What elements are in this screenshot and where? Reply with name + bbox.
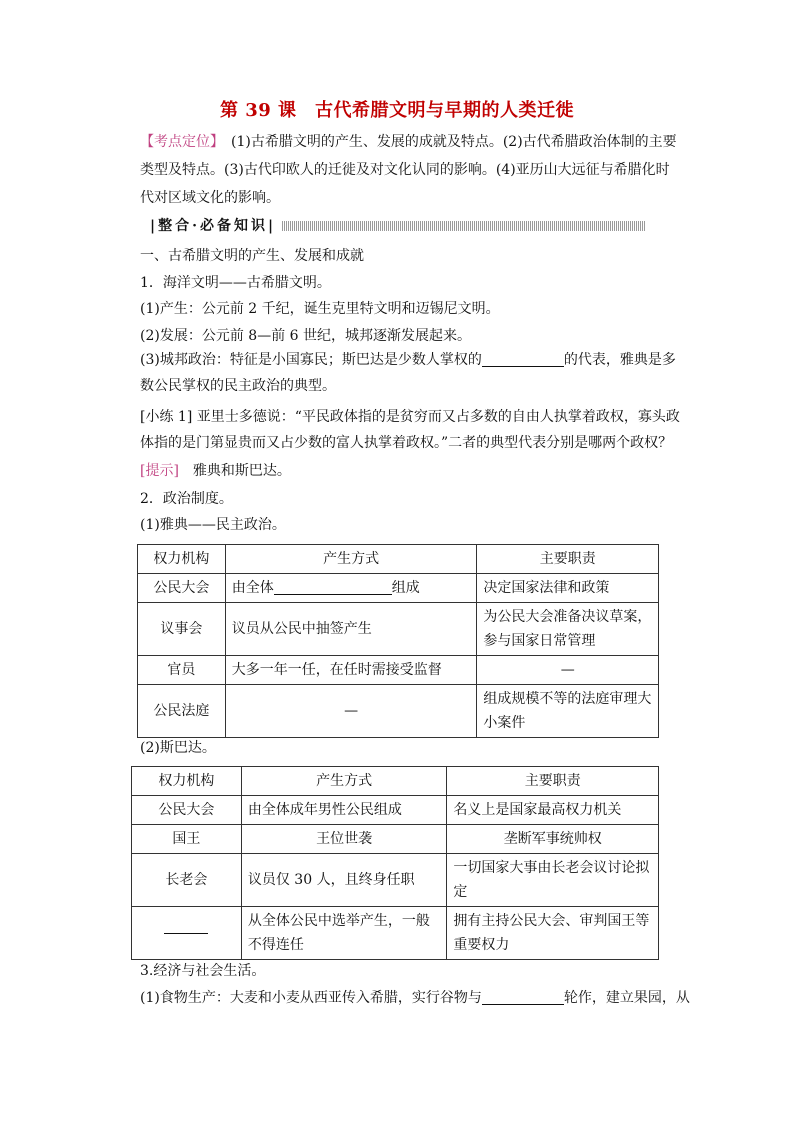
lesson-title: 第 39 课 古代希腊文明与早期的人类迁徙 xyxy=(219,100,575,121)
kaodian-paragraph xyxy=(140,128,680,212)
table-cell: 国王 xyxy=(132,825,242,854)
table-row xyxy=(132,907,659,960)
fill-blank[interactable] xyxy=(164,933,208,934)
text-fragment: 由全体 xyxy=(231,580,274,596)
table-cell: 组成规模不等的法庭审理大小案件 xyxy=(477,685,659,738)
fill-blank[interactable] xyxy=(274,578,392,595)
hint-text: 雅典和斯巴达。 xyxy=(178,463,291,479)
table-cell xyxy=(132,907,242,960)
text-fragment: 的代表，雅典是多数公民掌权的民主政治的典型。 xyxy=(140,352,676,394)
table-cell: 为公民大会准备决议草案，参与国家日常管理 xyxy=(477,603,659,656)
table-header: 产生方式 xyxy=(241,767,447,796)
table-row xyxy=(138,574,659,603)
table-cell: 大多一年一任，在任时需接受监督 xyxy=(225,656,477,685)
fill-blank[interactable] xyxy=(482,988,564,1005)
item-heading: 3.经济与社会生活。 xyxy=(140,963,266,979)
table-cell: — xyxy=(225,685,477,738)
table-header-row xyxy=(132,767,659,796)
table-cell: 从全体公民中选举产生，一般不得连任 xyxy=(241,907,447,960)
section-banner xyxy=(150,216,645,236)
table-header-row xyxy=(138,545,659,574)
table-cell: — xyxy=(477,656,659,685)
table-cell: 议员从公民中抽签产生 xyxy=(225,603,477,656)
item-heading: 1．海洋文明——古希腊文明。 xyxy=(140,275,331,291)
text-fragment: (1)食物生产：大麦和小麦从西亚传入希腊，实行谷物与 xyxy=(140,990,482,1006)
hint-line xyxy=(140,461,291,481)
athens-table xyxy=(137,544,659,738)
item-text xyxy=(140,347,680,399)
kaodian-text: (1)古希腊文明的产生、发展的成就及特点。(2)古代希腊政治体制的主要类型及特点。(3)古代印欧人的迁徙及对文化认同的影响。(4)亚历山大远征与希腊化时代对区域文化的影响。 xyxy=(140,134,677,206)
table-header: 权力机构 xyxy=(138,545,226,574)
table-cell: 公民大会 xyxy=(138,574,226,603)
table-cell: 一切国家大事由长老会议讨论拟定 xyxy=(447,854,659,907)
table-row xyxy=(132,825,659,854)
table-row xyxy=(138,656,659,685)
table-cell: 议事会 xyxy=(138,603,226,656)
banner-label: |整合·必备知识| xyxy=(150,216,282,236)
table-cell: 垄断军事统帅权 xyxy=(447,825,659,854)
text-fragment: 轮作，建立果园，从 xyxy=(563,990,690,1006)
table-cell: 议员仅 30 人，且终身任职 xyxy=(241,854,447,907)
table-header: 主要职责 xyxy=(477,545,659,574)
item-text xyxy=(140,988,690,1008)
table-cell: 名义上是国家最高权力机关 xyxy=(447,796,659,825)
table-cell: 公民法庭 xyxy=(138,685,226,738)
table-row xyxy=(138,603,659,656)
table-header: 权力机构 xyxy=(132,767,242,796)
table-cell: 官员 xyxy=(138,656,226,685)
table-cell: 由全体成年男性公民组成 xyxy=(241,796,447,825)
table-cell: 长老会 xyxy=(132,854,242,907)
item-text: (1)产生：公元前 2 千纪，诞生克里特文明和迈锡尼文明。 xyxy=(140,301,500,317)
table-row xyxy=(132,796,659,825)
fill-blank[interactable] xyxy=(482,350,564,367)
hint-label: [提示] xyxy=(140,463,179,479)
table-cell xyxy=(225,574,477,603)
section-heading: 一、古希腊文明的产生、发展和成就 xyxy=(140,248,364,264)
sub-heading: (2)斯巴达。 xyxy=(140,740,216,756)
table-row xyxy=(138,685,659,738)
table-row xyxy=(132,854,659,907)
table-header: 产生方式 xyxy=(225,545,477,574)
table-header: 主要职责 xyxy=(447,767,659,796)
item-heading: 2．政治制度。 xyxy=(140,491,233,507)
table-cell: 王位世袭 xyxy=(241,825,447,854)
table-cell: 决定国家法律和政策 xyxy=(477,574,659,603)
sub-heading: (1)雅典——民主政治。 xyxy=(140,517,286,533)
table-cell: 公民大会 xyxy=(132,796,242,825)
kaodian-label: 【考点定位】 xyxy=(140,134,217,150)
sparta-table xyxy=(131,766,659,960)
text-fragment: (3)城邦政治：特征是小国寡民；斯巴达是少数人掌权的 xyxy=(140,352,482,368)
practice-question: [小练 1] 亚里士多德说：“平民政体指的是贫穷而又占多数的自由人执掌着政权，寡头政体指的是门第显贵而又占少数的富人执掌着政权。”二者的典型代表分别是哪两个政权？ xyxy=(140,409,680,451)
banner-hatch xyxy=(280,221,645,231)
table-cell: 拥有主持公民大会、审判国王等重要权力 xyxy=(447,907,659,960)
item-text: (2)发展：公元前 8—前 6 世纪，城邦逐渐发展起来。 xyxy=(140,328,471,344)
text-fragment: 组成 xyxy=(391,580,420,596)
